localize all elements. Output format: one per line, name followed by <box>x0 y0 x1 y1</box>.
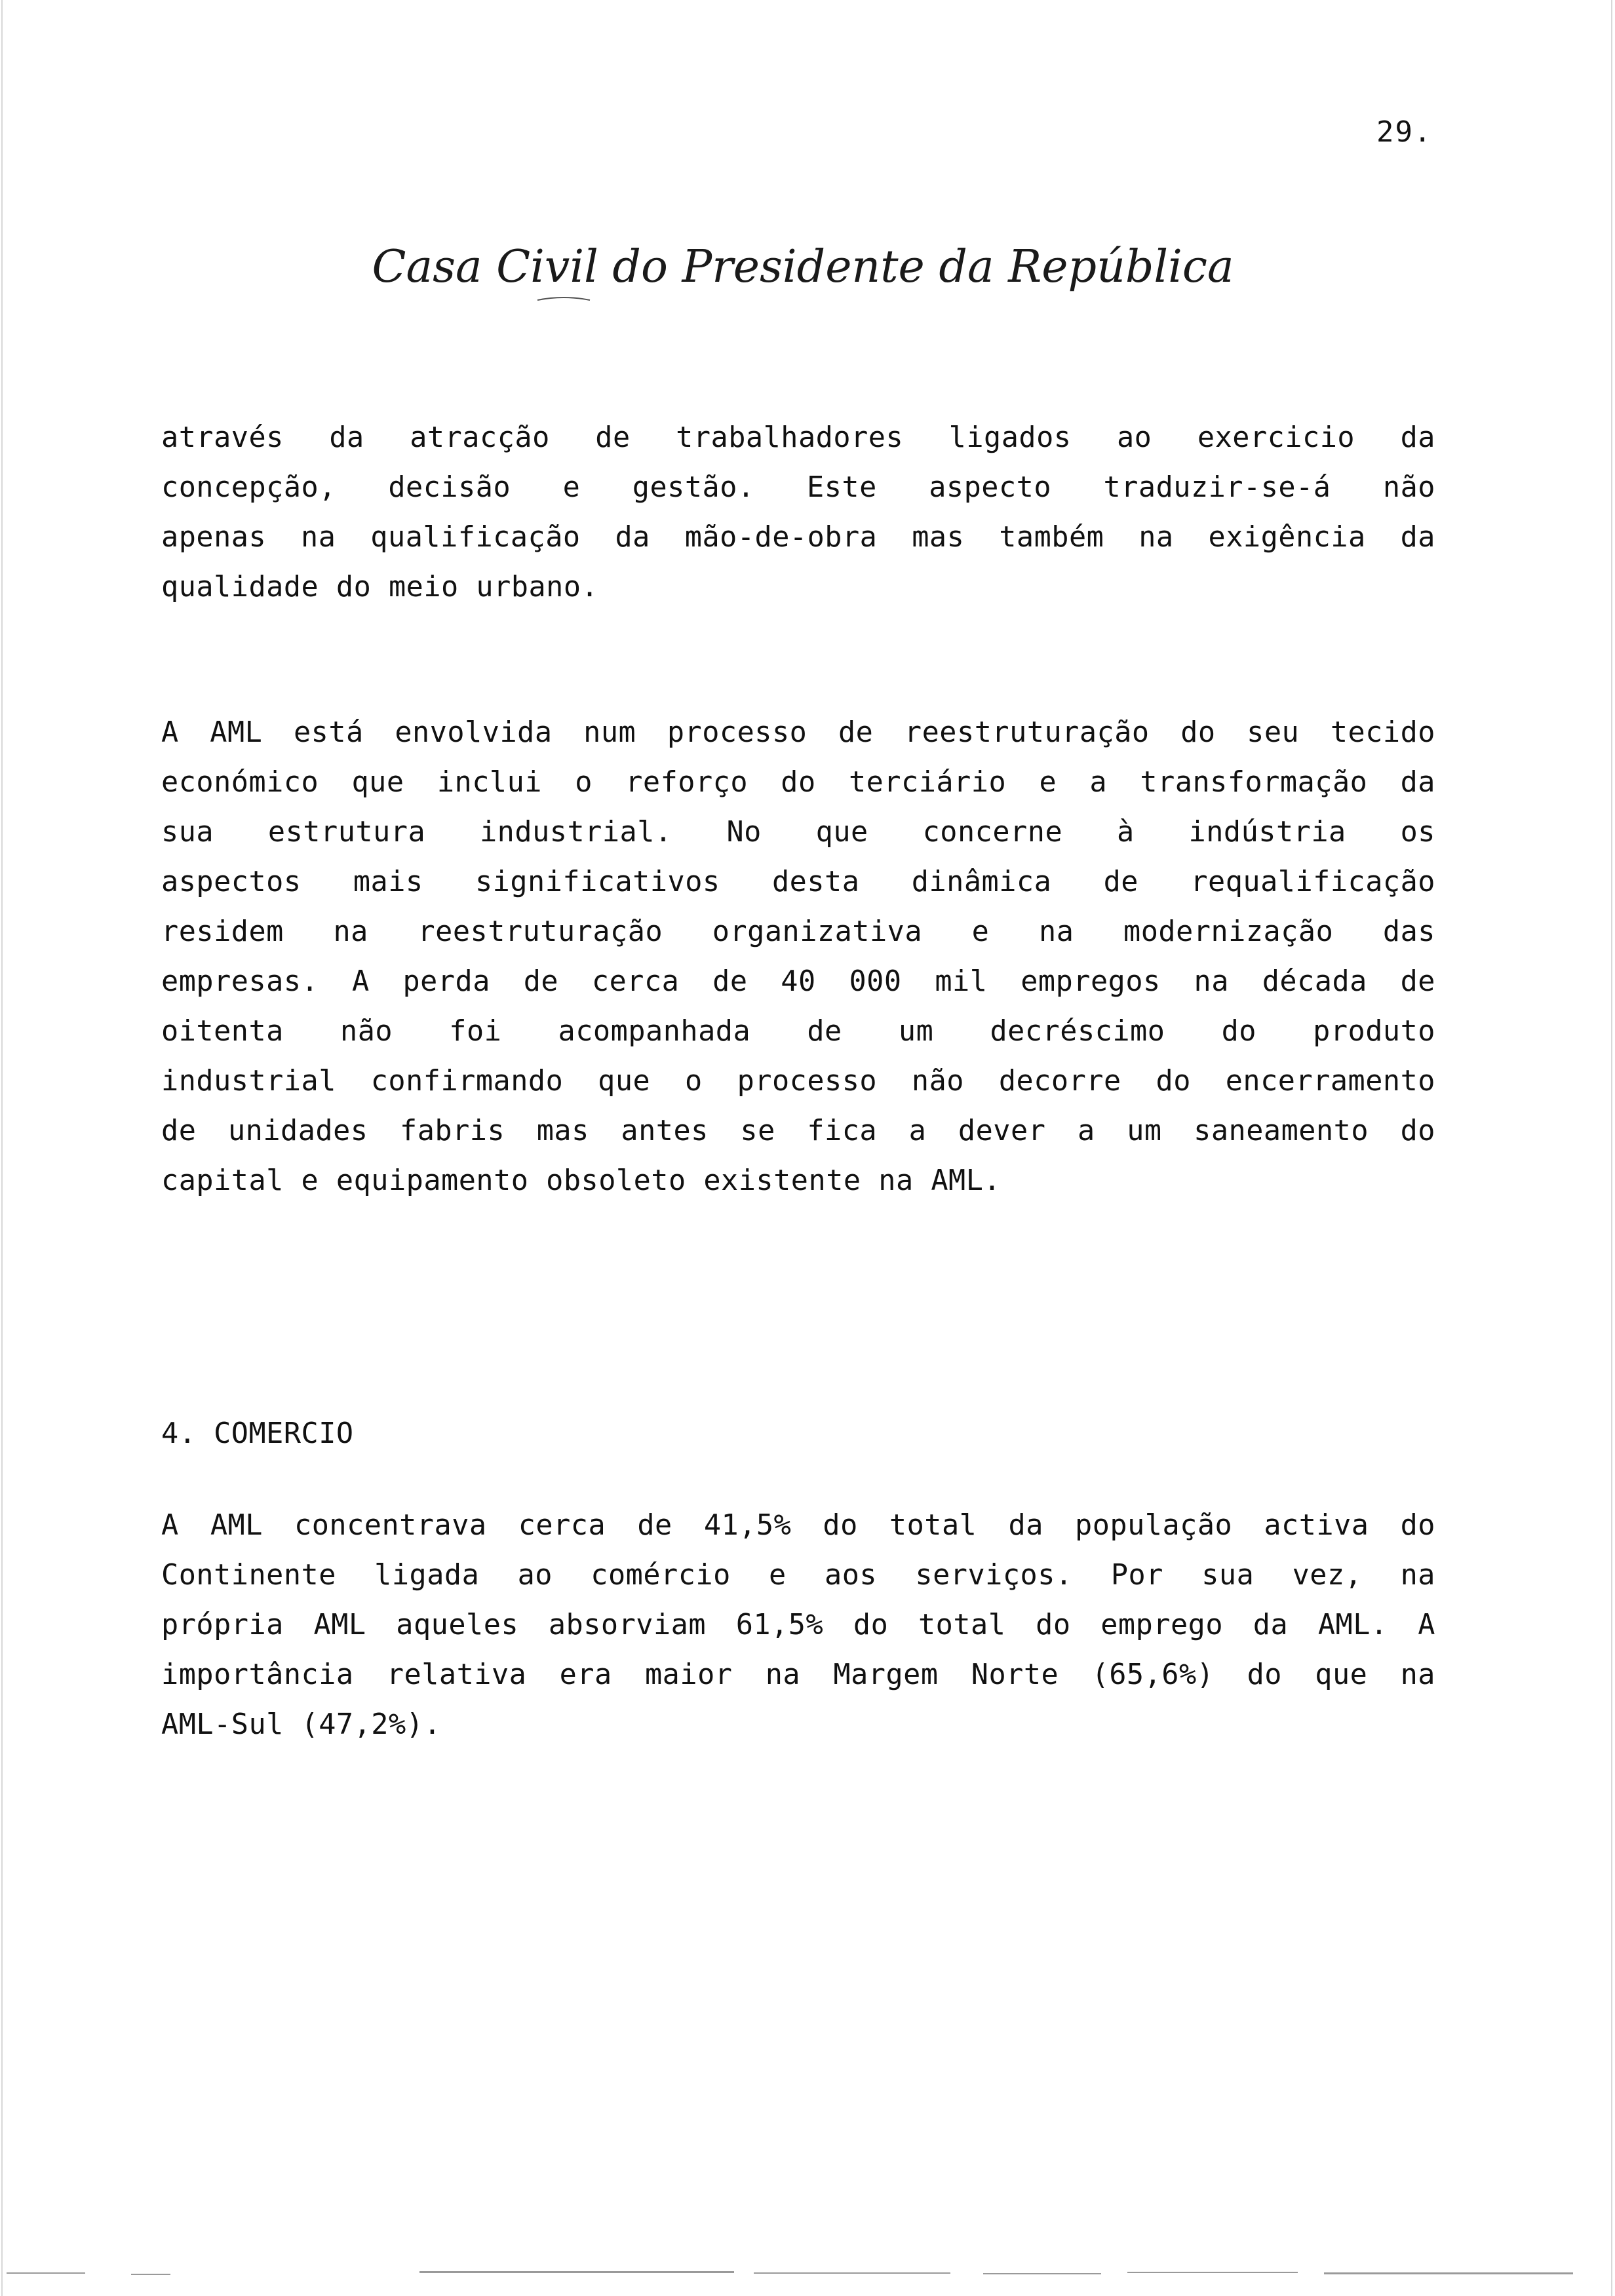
paragraph-3 <box>161 1501 1435 1750</box>
paragraph-line: económico que inclui o reforço do terciário e a transformação da <box>161 766 1435 799</box>
section-heading: 4. COMERCIO <box>161 1417 354 1450</box>
paragraph-line: própria AML aqueles absorviam 61,5% do total do emprego da AML. A <box>161 1609 1435 1641</box>
paragraph-line: apenas na qualificação da mão-de-obra mas também na exigência da <box>161 521 1435 554</box>
paragraph-2 <box>161 708 1435 1206</box>
paragraph-line: através da atracção de trabalhadores ligados ao exercicio da <box>161 421 1435 454</box>
paragraph-line: capital e equipamento obsoleto existente na AML. <box>161 1164 1002 1197</box>
paragraph-line: sua estrutura industrial. No que concerne à indústria os <box>161 816 1435 849</box>
paragraph-line: qualidade do meio urbano. <box>161 571 599 603</box>
paragraph-line: importância relativa era maior na Margem Norte (65,6%) do que na <box>161 1658 1435 1691</box>
paragraph-line: concepção, decisão e gestão. Este aspecto traduzir-se-á não <box>161 471 1435 504</box>
paragraph-line: AML-Sul (47,2%). <box>161 1708 442 1741</box>
paragraph-line: Continente ligada ao comércio e aos serviços. Por sua vez, na <box>161 1559 1435 1592</box>
letterhead-text: Casa Civil do Presidente da República <box>372 241 1234 293</box>
paragraph-line: industrial confirmando que o processo não decorre do encerramento <box>161 1065 1435 1098</box>
scan-edge-left <box>1 0 3 2296</box>
page-number: 29. <box>1376 115 1433 149</box>
paragraph-line: de unidades fabris mas antes se fica a dever a um saneamento do <box>161 1115 1435 1147</box>
paragraph-line: residem na reestruturação organizativa e na modernização das <box>161 915 1435 948</box>
letterhead-flourish <box>537 297 590 300</box>
paragraph-line: A AML está envolvida num processo de reestruturação do seu tecido <box>161 716 1435 749</box>
paragraph-line: oitenta não foi acompanhada de um decréscimo do produto <box>161 1015 1435 1048</box>
paragraph-line: A AML concentrava cerca de 41,5% do total da população activa do <box>161 1509 1435 1542</box>
paragraph-line: empresas. A perda de cerca de 40 000 mil empregos na década de <box>161 965 1435 998</box>
scan-edge-right <box>1611 0 1612 2296</box>
paragraph-1 <box>161 413 1435 612</box>
letterhead-script <box>372 229 1234 321</box>
paragraph-line: aspectos mais significativos desta dinâmica de requalificação <box>161 866 1435 898</box>
scan-noise-strip <box>0 2267 1615 2280</box>
